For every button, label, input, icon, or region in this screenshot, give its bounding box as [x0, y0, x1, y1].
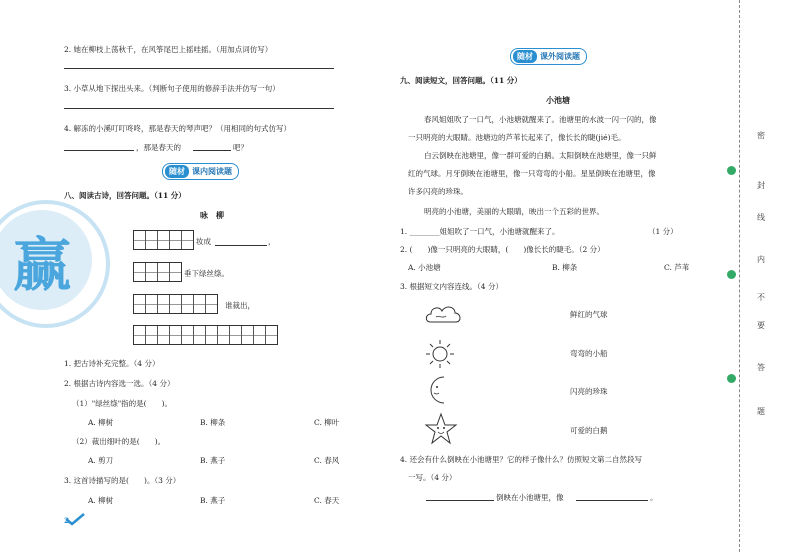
poem-question-3: 3. 这首诗描写的是( )。（3 分）: [64, 476, 181, 485]
story-option-b[interactable]: B. 柳条: [552, 263, 578, 272]
binding-char-1: 密: [757, 131, 765, 140]
match-right-1[interactable]: 鲜红的气球: [570, 310, 608, 319]
question-4-tail: ，那是春天的: [136, 143, 181, 152]
option-3-a[interactable]: A. 柳树: [88, 496, 114, 505]
answer-blank-4a[interactable]: [64, 150, 134, 151]
checkmark-icon: [64, 512, 86, 526]
binding-line: [739, 0, 740, 552]
poem-title: 咏 柳: [200, 210, 224, 220]
binding-char-5: 不: [757, 293, 765, 302]
option-2b-c[interactable]: C. 春风: [314, 456, 340, 465]
story-question-3: 3. 根据短文内容连线。（4 分）: [400, 282, 503, 291]
binding-char-2: 封: [757, 181, 765, 190]
story-option-c[interactable]: C. 芦苇: [664, 263, 690, 272]
poem-grid-2[interactable]: [133, 262, 182, 282]
answer-line-2[interactable]: [64, 68, 334, 69]
story-para-1a: 春风姐姐吹了一口气，小池塘就醒来了。池塘里的水波一闪一闪的，像: [424, 115, 657, 124]
question-2-text: 2. 她在柳枝上荡秋千，在风筝尾巴上摇哇摇。（用加点词仿写）: [64, 45, 273, 54]
poem-question-2a: （1）"绿丝绦"指的是( )。: [72, 399, 173, 408]
cloud-icon: [424, 302, 464, 328]
banner-text: 课内阅读: [192, 167, 224, 176]
poem-line-1-tail: 妆成: [196, 237, 211, 246]
story-para-2a: 白云倒映在池塘里，像一群可爱的白鹅。太阳倒映在池塘里，像一只鲜: [424, 151, 657, 160]
binding-char-6: 要: [757, 321, 765, 330]
match-right-3[interactable]: 闪亮的珍珠: [570, 387, 608, 396]
poem-grid-4[interactable]: [133, 325, 278, 345]
poem-grid-3[interactable]: [133, 294, 218, 314]
page-number: 2: [64, 516, 70, 525]
story-question-4a: 4. 还会有什么倒映在小池塘里？它的样子像什么？仿照短文第二自然段写: [400, 455, 643, 464]
poem-question-1: 1. 把古诗补充完整。（4 分）: [64, 359, 160, 368]
answer-blank-4b[interactable]: [193, 150, 231, 151]
poem-line-1-end: ，: [268, 237, 276, 246]
binding-dot-1: [727, 166, 736, 175]
banner-suffix: 题: [224, 167, 232, 176]
banner-tag: 随材: [513, 50, 537, 63]
question-3-text: 3. 小草从地下探出头来。（判断句子使用的修辞手法并仿写一句）: [64, 84, 280, 93]
option-2a-c[interactable]: C. 柳叶: [314, 418, 340, 427]
option-3-c[interactable]: C. 春天: [314, 496, 340, 505]
binding-char-8: 题: [757, 407, 765, 416]
section-8-heading: 八、阅读古诗，回答问题。（11 分）: [64, 191, 186, 200]
story-title: 小池塘: [546, 95, 570, 105]
poem-blank-1[interactable]: [215, 245, 267, 246]
binding-char-4: 内: [757, 255, 765, 264]
binding-char-3: 线: [757, 213, 765, 222]
banner-text: 课外阅读: [540, 52, 572, 61]
q4-fill-mid: 倒映在小池塘里，像: [496, 493, 564, 502]
binding-char-7: 答: [757, 363, 765, 372]
story-question-2: 2. ( )像一只明亮的大眼睛，( )像长长的睫毛。（2 分）: [400, 245, 605, 254]
option-3-b[interactable]: B. 燕子: [200, 496, 226, 505]
q4-fill-end: 。: [650, 493, 658, 502]
match-right-4[interactable]: 可爱的白鹅: [570, 426, 608, 435]
answer-blank-9-4b[interactable]: [576, 500, 648, 501]
section-9-heading: 九、阅读短文，回答问题。（11 分）: [400, 76, 522, 85]
story-question-1: 1. ________姐姐吹了一口气，小池塘就醒来了。: [400, 227, 560, 236]
option-2a-b[interactable]: B. 柳条: [200, 418, 226, 427]
option-2b-a[interactable]: A. 剪刀: [88, 456, 114, 465]
moon-icon: [424, 374, 456, 406]
poem-line-2-tail: 垂下绿丝绦。: [184, 269, 229, 278]
option-2b-b[interactable]: B. 燕子: [200, 456, 226, 465]
poem-line-3-tail: 谁裁出，: [225, 301, 255, 310]
question-4-end: 吧？: [233, 143, 248, 152]
stamp-char: 赢: [12, 231, 71, 299]
binding-dot-3: [727, 374, 736, 383]
banner-suffix: 题: [572, 52, 580, 61]
binding-dot-2: [727, 270, 736, 279]
question-4-text: 4. 解冻的小溪叮叮咚咚，那是春天的琴声吧？（用相同的句式仿写）: [64, 124, 292, 133]
answer-blank-9-4a[interactable]: [426, 500, 494, 501]
story-question-1-score: （1 分）: [648, 227, 678, 236]
story-para-2b: 红的气球。月牙倒映在池塘里，像一只弯弯的小船。星星倒映在池塘里，像: [408, 169, 656, 178]
poem-question-2b: （2）裁出细叶的是( )。: [72, 437, 166, 446]
story-para-2c: 许多闪亮的珍珠。: [408, 187, 468, 196]
option-2a-a[interactable]: A. 柳树: [88, 418, 114, 427]
story-para-3: 明亮的小池塘，美丽的大眼睛，映出一个五彩的世界。: [424, 207, 604, 216]
answer-line-3[interactable]: [64, 108, 334, 109]
poem-question-2: 2. 根据古诗内容选一选。（4 分）: [64, 379, 175, 388]
star-icon: [424, 412, 458, 446]
banner-tag: 随材: [165, 165, 189, 178]
extracurricular-reading-banner: [510, 48, 587, 65]
poem-grid-1[interactable]: [133, 230, 194, 250]
story-question-4b: 一写。（4 分）: [408, 473, 457, 482]
in-class-reading-banner: [162, 163, 239, 180]
sun-icon: [424, 338, 456, 370]
story-option-a[interactable]: A. 小池塘: [408, 263, 441, 272]
match-right-2[interactable]: 弯弯的小船: [570, 349, 608, 358]
story-para-1b: 一只明亮的大眼睛。池塘边的芦苇长起来了，像长长的睫(jié)毛。: [408, 133, 626, 142]
